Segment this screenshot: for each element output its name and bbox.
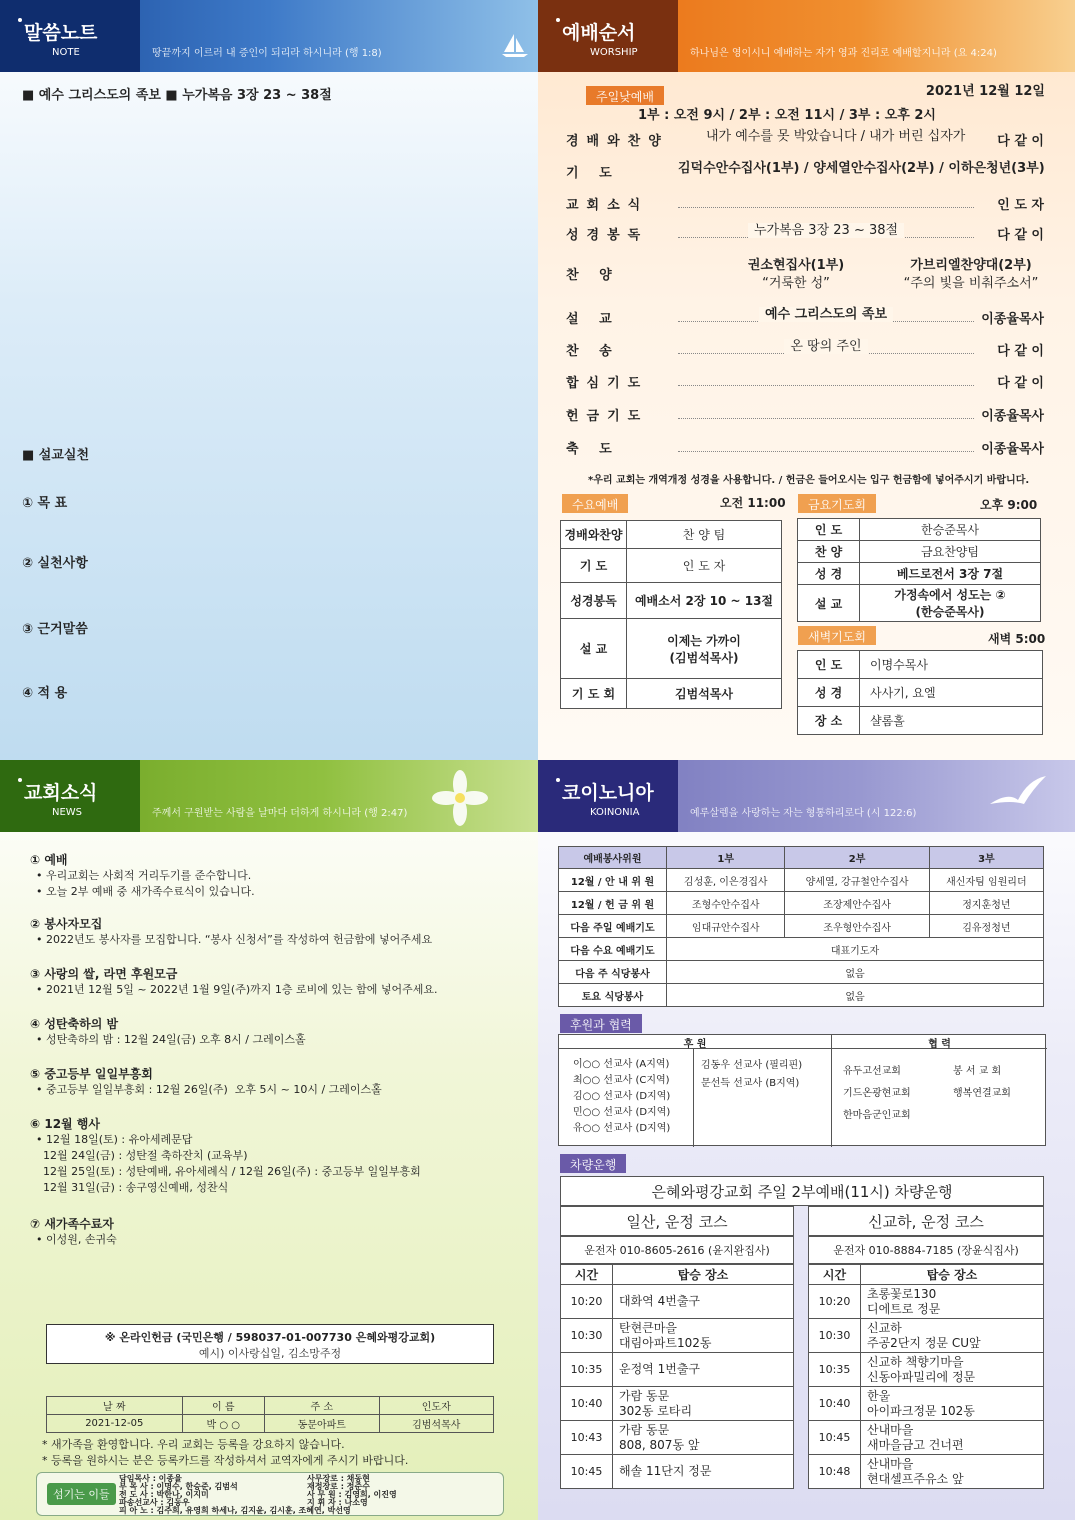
news-subtitle: NEWS [52, 807, 83, 818]
service-table: 예배봉사위원 1부 2부 3부 12월 / 안 내 위 원 김성훈, 이은경집사 양세열, 강규철안수집사 새신자팀 임원리더 12월 / 헌 금 위 원 조형수안수집사 조장제안수집사 정지훈청년 다음 주일 예배기도 임대규안수집사 조우형안수집사 김유정청년 다음 수요 예배기도 대표기도자 다음 주 식당봉사 없음 토요 식당봉사 없음 [558, 846, 1044, 1007]
wed-tag: 수요예배 [562, 494, 628, 513]
wed-table [560, 520, 782, 709]
wed-row: 설 교 이제는 가까이 (김범석목사) [561, 619, 782, 679]
dawn-table [797, 650, 1043, 735]
support-tag: 후원과 협력 [560, 1014, 642, 1033]
news-item: ⑦ 새가족수료자 • 이성원, 손귀숙 [30, 1217, 117, 1246]
online-offering: ※ 온라인헌금 (국민은행 / 598037-01-007730 은혜와평강교회) 예시) 이사랑십일, 김소망주정 [46, 1324, 494, 1364]
sunday-tag: 주일낮예배 [586, 86, 664, 105]
note-subtitle: NOTE [52, 47, 80, 58]
koinonia-verse: 예루살렘을 사랑하는 자는 형통하리로다 (시 122:6) [690, 808, 917, 819]
service-row: 다음 수요 예배기도 대표기도자 [559, 938, 1044, 961]
news-banner [0, 760, 538, 832]
wed-row: 경배와찬양 찬 양 팀 [561, 521, 782, 549]
car-stop-row: 10:30 탄현큰마을 대림아파트102동 [561, 1319, 794, 1353]
car-stop-row: 10:40 한울 아이파크정문 102동 [809, 1387, 1044, 1421]
car-stop-row: 10:35 신교하 책향기마을 신동아파밀리에 정문 [809, 1353, 1044, 1387]
note-verse: 땅끝까지 이르러 내 증인이 되리라 하시니라 (행 1:8) [152, 48, 382, 59]
fri-tag: 금요기도회 [798, 494, 876, 513]
fri-table [797, 518, 1041, 622]
car-stop-row: 10:20 초롱꽃로130 디에트로 정문 [809, 1285, 1044, 1319]
practice-apply: ④ 적 용 [22, 686, 68, 701]
koinonia-title: 코이노니아 [562, 782, 654, 804]
service-row: 12월 / 안 내 위 원 김성훈, 이은경집사 양세열, 강규철안수집사 새신자팀 임원리더 [559, 869, 1044, 892]
worship-note: *우리 교회는 개역개정 성경을 사용합니다. / 헌금은 들어오시는 입구 헌금함에 넣어주시기 바랍니다. [588, 475, 1030, 486]
news-item: ② 봉사자모집 • 2022년도 봉사자를 모집합니다. “봉사 신청서”를 작성하여 헌금함에 넣어주세요 [30, 917, 433, 946]
worship-section [538, 0, 1075, 760]
bird-icon [988, 774, 1048, 818]
practice-heading: ■ 설교실천 [22, 448, 90, 463]
sailboat-icon [500, 30, 530, 60]
service-row: 다음 주일 예배기도 임대규안수집사 조우형안수집사 김유정청년 [559, 915, 1044, 938]
news-item: ④ 성탄축하의 밤 • 성탄축하의 밤 : 12월 24일(금) 오후 8시 / 그레이스홀 [30, 1017, 306, 1046]
practice-goal: ① 목 표 [22, 496, 68, 511]
dawn-row: 인 도 이명수목사 [798, 651, 1043, 679]
wed-time: 오전 11:00 [720, 496, 786, 510]
note-title: 말씀노트 [24, 22, 98, 44]
service-row: 토요 식당봉사 없음 [559, 984, 1044, 1007]
worship-subtitle: WORSHIP [590, 47, 638, 58]
order-row: 교회소식 인 도 자 [566, 194, 1044, 214]
news-item: ⑤ 중고등부 일일부흥회 • 중고등부 일일부흥회 : 12월 26일(주) 오후 5시 ~ 10시 / 그레이스홀 [30, 1067, 382, 1096]
worship-banner [538, 0, 1075, 72]
worship-times: 1부 : 오전 9시 / 2부 : 오전 11시 / 3부 : 오후 2시 [638, 108, 936, 123]
order-row: 기 도 김덕수안수집사(1부) / 양세열안수집사(2부) / 이하은청년(3부) [566, 161, 1045, 181]
driver-2: 운전자 010-8884-7185 (장윤식집사) [808, 1236, 1044, 1264]
course-2-table: 시간 탑승 장소 10:20 초롱꽃로130 디에트로 정문 10:30 신교하 주공2단지 정문 CU앞 10:35 신교하 책향기마을 신동아파밀리에 정문 10:40 한울 아이파크정문 102동 10:45 산내마을 새마을금고 건너편 10:48 산내마을 현대셀프주유소 앞 [808, 1264, 1044, 1489]
support-box: 후 원 협 력 이○○ 선교사 (A지역) 최○○ 선교사 (C지역) 김○○ 선교사 (D지역) 민○○ 선교사 (D지역) 유○○ 선교사 (D지역) 김동우 선교사 (필리핀) 문선득 선교사 (B지역) 유두고선교회 기드온광현교회 한마음군인교회 봉 서 교 회 행복연결교회 [558, 1034, 1046, 1146]
service-row: 다음 주 식당봉사 없음 [559, 961, 1044, 984]
order-row: 합심기도 다 같 이 [566, 372, 1044, 392]
news-title: 교회소식 [24, 782, 98, 804]
wed-row: 기 도 회 김범석목사 [561, 679, 782, 709]
order-row-chan: 찬 양 권소현집사(1부) “거룩한 성” 가브리엘찬양대(2부) “주의 빛을 비춰주소서” [566, 258, 1039, 291]
note-section [0, 0, 538, 760]
dawn-tag: 새벽기도회 [798, 626, 876, 645]
staff-box: 섬기는 이들 담임목사 : 이종율 부 목 사 : 이명수, 한승준, 김범석 전 도 사 : 박한나, 이지미 파송선교사 : 김동우 피 아 노 : 김주희, 유영희 하세나, 김지윤, 김시훈, 조혜연, 박선영 사무장로 : 채동현 재정장로 : 정준수 사 무 원 : 김영희, 이진영 지 휘 자 : 나소영 [36, 1472, 504, 1516]
note-banner [0, 0, 538, 72]
order-row: 성경봉독 누가복음 3장 23 ~ 38절 다 같 이 [566, 223, 1044, 243]
driver-1: 운전자 010-8605-2616 (윤지완집사) [560, 1236, 794, 1264]
koinonia-subtitle: KOINONIA [590, 807, 640, 818]
practice-action: ② 실천사항 [22, 556, 88, 571]
worship-verse: 하나님은 영이시니 예배하는 자가 영과 진리로 예배할지니라 (요 4:24) [690, 48, 997, 59]
order-row: 축 도 이종율목사 [566, 438, 1044, 458]
register-note-2: * 등록을 원하시는 분은 등록카드를 작성하셔서 교역자에게 주시기 바랍니다. [42, 1454, 409, 1467]
service-row: 12월 / 헌 금 위 원 조형수안수집사 조장제안수집사 정지훈청년 [559, 892, 1044, 915]
worship-date: 2021년 12월 12일 [925, 84, 1045, 99]
news-item: ⑥ 12월 행사 • 12월 18일(토) : 유아세례문답 12월 24일(금) : 성탄절 축하잔치 (교육부) 12월 25일(토) : 성탄예배, 유아세례식 / 12월 26일(주) : 중고등부 일일부흥회 12월 31일(금) : 송구영신예배, 성찬식 [30, 1117, 421, 1194]
dawn-time: 새벽 5:00 [988, 632, 1046, 646]
news-item: ① 예배 • 우리교회는 사회적 거리두기를 준수합니다. • 오늘 2부 예배 중 새가족수료식이 있습니다. [30, 853, 255, 898]
sermon-heading: ■ 예수 그리스도의 족보 ■ 누가복음 3장 23 ~ 38절 [22, 88, 332, 103]
car-stop-row: 10:35 운정역 1번출구 [561, 1353, 794, 1387]
flower-icon [420, 766, 500, 830]
fri-row: 성 경 베드로전서 3장 7절 [798, 563, 1041, 585]
news-item: ③ 사랑의 쌀, 라면 후원모금 • 2021년 12월 5일 ~ 2022년 1월 9일(주)까지 1층 로비에 있는 함에 넣어주세요. [30, 967, 438, 996]
car-stop-row: 10:20 대화역 4번출구 [561, 1285, 794, 1319]
car-stop-row: 10:45 해솔 11단지 정문 [561, 1455, 794, 1489]
dawn-row: 장 소 샬롬홀 [798, 707, 1043, 735]
koinonia-section [538, 760, 1075, 1520]
course-1-table: 시간 탑승 장소 10:20 대화역 4번출구 10:30 탄현큰마을 대림아파트102동 10:35 운정역 1번출구 10:40 가람 동문 302동 로타리 10:43 가람 동문 808, 807동 앞 10:45 해솔 11단지 정문 [560, 1264, 794, 1489]
news-verse: 주께서 구원받는 사람을 날마다 더하게 하시니라 (행 2:47) [152, 808, 408, 819]
fri-row: 찬 양 금요찬양팀 [798, 541, 1041, 563]
register-note-1: * 새가족을 환영합니다. 우리 교회는 등록을 강요하지 않습니다. [42, 1438, 345, 1451]
new-family-table: 날 짜 이 름 주 소 인도자 2021-12-05 박 ○ ○ 동문아파트 김범석목사 [46, 1396, 494, 1433]
car-tag: 차량운행 [560, 1154, 626, 1173]
koinonia-banner [538, 760, 1075, 832]
news-section [0, 760, 538, 1520]
fri-row: 설 교 가정속에서 성도는 ② (한승준목사) [798, 585, 1041, 622]
wed-row: 기 도 인 도 자 [561, 549, 782, 583]
order-row: 설 교 예수 그리스도의 족보 이종율목사 [566, 307, 1044, 327]
course-2: 신교하, 운정 코스 [808, 1206, 1044, 1236]
fri-time: 오후 9:00 [980, 498, 1038, 512]
practice-basis: ③ 근거말씀 [22, 622, 88, 637]
order-row: 찬 송 온 땅의 주인 다 같 이 [566, 339, 1044, 359]
order-row: 경배와찬양 내가 예수를 못 박았습니다 / 내가 버린 십자가 다 같 이 [566, 129, 1044, 149]
car-stop-row: 10:45 산내마을 새마을금고 건너편 [809, 1421, 1044, 1455]
car-stop-row: 10:40 가람 동문 302동 로타리 [561, 1387, 794, 1421]
car-stop-row: 10:30 신교하 주공2단지 정문 CU앞 [809, 1319, 1044, 1353]
wed-row: 성경봉독 예배소서 2장 10 ~ 13절 [561, 583, 782, 619]
staff-tag: 섬기는 이들 [47, 1483, 116, 1505]
car-stop-row: 10:48 산내마을 현대셀프주유소 앞 [809, 1455, 1044, 1489]
worship-title: 예배순서 [562, 22, 636, 44]
car-stop-row: 10:43 가람 동문 808, 807동 앞 [561, 1421, 794, 1455]
car-title: 은혜와평강교회 주일 2부예배(11시) 차량운행 [560, 1176, 1044, 1206]
dawn-row: 성 경 사사기, 요엘 [798, 679, 1043, 707]
order-row: 헌금기도 이종율목사 [566, 405, 1044, 425]
course-1: 일산, 운정 코스 [560, 1206, 794, 1236]
fri-row: 인 도 한승준목사 [798, 519, 1041, 541]
